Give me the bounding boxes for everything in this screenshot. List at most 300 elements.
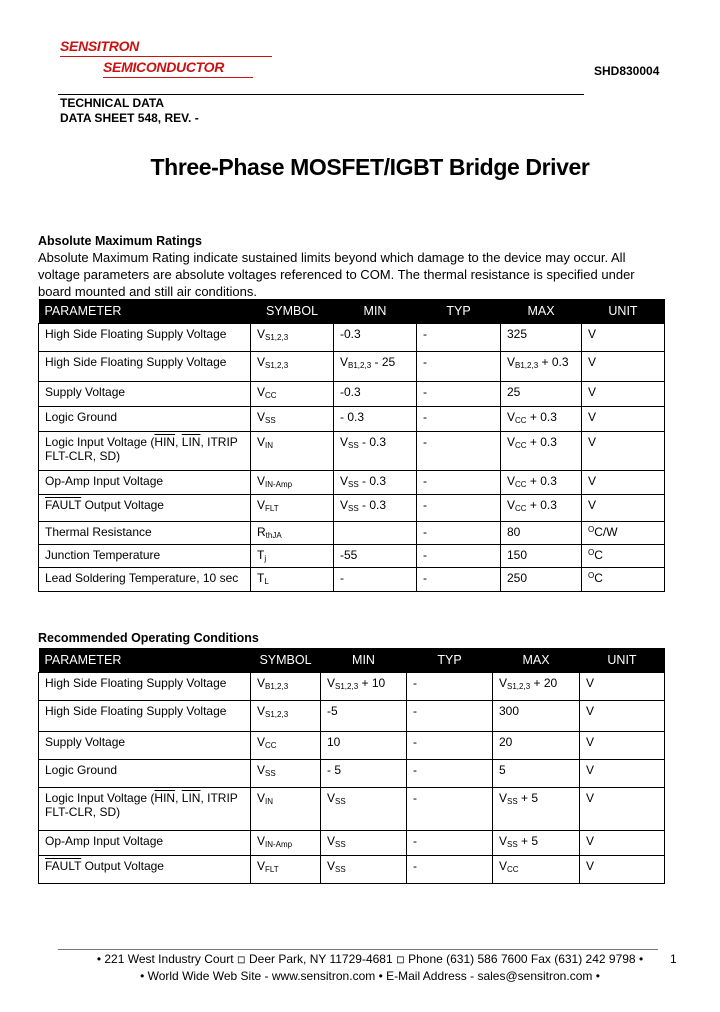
typ-value: - [413,791,417,805]
rec-op-heading: Recommended Operating Conditions [38,631,259,645]
unit-text: V [586,859,595,873]
cell-max [501,495,582,522]
cell-typ [417,522,501,545]
cell-typ [407,856,493,884]
parameter-text: , ITRIP [200,435,238,449]
unit-text: V [588,385,597,399]
cell-unit [582,545,665,568]
column-header: UNIT [580,648,665,673]
abs-max-description: Absolute Maximum Rating indicate sustained limits beyond which damage to the device may occur. All voltage parameters are absolute voltages referenced to COM. The thermal resistance is specified under board mounted and still air conditions. [38,250,635,299]
max-subscript: CC [507,865,519,874]
symbol-subscript: thJA [265,531,282,540]
typ-value: - [423,525,427,539]
unit-text: V [588,498,597,512]
cell-max [501,324,582,352]
cell-unit [580,831,665,856]
typ-value: - [413,704,417,718]
table-row [39,545,665,568]
cell-min [334,522,417,545]
cell-max [501,352,582,382]
symbol-text: V [257,735,266,749]
unit-text: V [586,791,595,805]
parameter-text: High Side Floating Supply Voltage [45,355,227,369]
technical-data-block [60,96,199,126]
cell-symbol [251,545,334,568]
cell-symbol [251,856,321,884]
cell-parameter [39,831,251,856]
symbol-subscript: IN-Amp [265,480,293,489]
cell-max [501,382,582,407]
typ-value: - [413,763,417,777]
unit-text: V [586,763,595,777]
unit-text: V [586,834,595,848]
symbol-subscript: S1,2,3 [265,710,289,719]
cell-typ [407,831,493,856]
typ-value: - [413,735,417,749]
table-row [39,352,665,382]
parameter-overline: $\overline{HIN}$ [154,435,176,449]
max-value: V [507,355,516,369]
max-value: V [507,410,516,424]
min-value: V [340,355,349,369]
table-header-row [39,648,665,673]
cell-max [501,407,582,432]
typ-value: - [423,498,427,512]
symbol-text: V [257,327,266,341]
max-value: 325 [507,327,528,341]
cell-max [501,432,582,471]
parameter-overline: $\overline{LIN}$ [181,791,201,805]
cell-min [321,760,407,788]
cell-typ [417,382,501,407]
column-header: SYMBOL [251,648,321,673]
symbol-text: V [257,763,266,777]
column-header: PARAMETER [39,648,251,673]
symbol-text: V [257,834,266,848]
parameter-overline: $\overline{LIN}$ [181,435,201,449]
min-subscript: SS [348,480,359,489]
cell-parameter [39,856,251,884]
max-subscript: CC [515,480,527,489]
rec-op-table [38,648,665,884]
max-value: + 0.3 [526,410,557,424]
symbol-text: V [257,676,266,690]
unit-text: C [594,548,603,562]
cell-min [321,701,407,732]
table-row [39,732,665,760]
cell-typ [417,352,501,382]
parameter-text: Supply Voltage [45,735,126,749]
max-value: + 0.3 [526,474,557,488]
parameter-text: Logic Ground [45,763,118,777]
cell-parameter [39,673,251,701]
symbol-text: V [257,704,266,718]
max-value: + 0.3 [538,355,569,369]
symbol-text: V [257,859,266,873]
cell-max [501,568,582,592]
symbol-text: V [257,355,266,369]
table-row [39,673,665,701]
table-header-row [39,299,665,324]
unit-degree: O [588,548,595,557]
parameter-text: High Side Floating Supply Voltage [45,704,227,718]
cell-max [501,471,582,495]
max-value: 25 [507,385,521,399]
typ-value: - [423,355,427,369]
max-subscript: B1,2,3 [515,361,539,370]
min-value: + 10 [358,676,386,690]
symbol-text: T [257,548,265,562]
symbol-subscript: L [264,577,269,586]
cell-min [334,545,417,568]
unit-text: V [588,327,597,341]
parameter-text: Output Voltage [81,498,164,512]
unit-text: V [588,435,597,449]
min-value: - 0.3 [358,435,387,449]
cell-unit [582,407,665,432]
cell-symbol [251,382,334,407]
unit-text: C/W [594,525,618,539]
abs-max-heading: Absolute Maximum Ratings [38,234,202,248]
cell-typ [417,495,501,522]
cell-parameter [39,352,251,382]
page-number: 1 [670,952,677,966]
cell-max [493,701,580,732]
cell-unit [582,352,665,382]
tech-line-2: DATA SHEET 548, REV. - [60,111,199,125]
parameter-text: , [175,791,182,805]
max-value: V [499,834,508,848]
column-header: MIN [321,648,407,673]
cell-max [493,760,580,788]
symbol-subscript: CC [265,741,277,750]
max-value: + 20 [530,676,558,690]
cell-symbol [251,701,321,732]
cell-min [334,432,417,471]
symbol-text: V [257,410,266,424]
table-row [39,831,665,856]
max-value: + 0.3 [526,498,557,512]
cell-symbol [251,831,321,856]
cell-symbol [251,407,334,432]
min-value: - 5 [327,763,342,777]
column-header: PARAMETER [39,299,251,324]
cell-typ [417,471,501,495]
parameter-text: FLT-CLR, SD) [45,449,121,463]
max-value: V [507,435,516,449]
cell-unit [582,382,665,407]
parameter-overline: FAULT [45,498,82,512]
footer-web-email: • World Wide Web Site - www.sensitron.com • E-Mail Address - sales@sensitron.com • [140,969,600,983]
company-logo-line1: SENSITRON [60,38,139,54]
document-number: SHD830004 [594,64,660,78]
cell-symbol [251,471,334,495]
typ-value: - [423,327,427,341]
cell-min [334,471,417,495]
min-value: V [327,834,336,848]
cell-unit [582,324,665,352]
symbol-subscript: FLT [265,865,279,874]
min-value: -0.3 [340,385,361,399]
cell-unit [580,760,665,788]
cell-symbol [251,324,334,352]
min-subscript: B1,2,3 [348,361,372,370]
max-value: 250 [507,571,528,585]
cell-typ [417,568,501,592]
typ-value: - [423,385,427,399]
max-subscript: CC [515,416,527,425]
symbol-subscript: S1,2,3 [265,361,289,370]
parameter-text: Output Voltage [81,859,164,873]
parameter-text: Logic Input Voltage ( [45,791,155,805]
max-value: V [499,676,508,690]
cell-parameter [39,471,251,495]
unit-text: C [594,571,603,585]
min-value: V [340,474,349,488]
symbol-text: V [257,385,266,399]
cell-typ [407,760,493,788]
unit-text: V [586,704,595,718]
parameter-text: Logic Input Voltage ( [45,435,155,449]
min-value: -0.3 [340,327,361,341]
cell-max [493,831,580,856]
cell-typ [407,701,493,732]
table-row [39,324,665,352]
max-value: 150 [507,548,528,562]
min-value: V [340,435,349,449]
cell-parameter [39,432,251,471]
cell-unit [582,568,665,592]
cell-min [334,495,417,522]
typ-value: - [423,410,427,424]
table-row [39,760,665,788]
symbol-subscript: B1,2,3 [265,682,289,691]
cell-max [493,732,580,760]
company-logo-line2: SEMICONDUCTOR [103,59,225,75]
symbol-subscript: IN [265,797,274,806]
parameter-overline: $\overline{HIN}$ [154,791,176,805]
cell-symbol [251,673,321,701]
parameter-text: FLT-CLR, SD) [45,805,121,819]
cell-min [334,352,417,382]
cell-min [334,407,417,432]
cell-symbol [251,522,334,545]
cell-symbol [251,352,334,382]
parameter-text: Op-Amp Input Voltage [45,834,164,848]
min-subscript: SS [335,840,346,849]
min-subscript: SS [348,504,359,513]
parameter-text: Op-Amp Input Voltage [45,474,164,488]
cell-parameter [39,407,251,432]
max-subscript: S1,2,3 [507,682,531,691]
column-header: MIN [334,299,417,324]
unit-degree: O [588,571,595,580]
symbol-subscript: CC [265,391,277,400]
cell-typ [417,324,501,352]
typ-value: - [423,571,427,585]
parameter-text: , ITRIP [200,791,238,805]
max-value: 300 [499,704,520,718]
max-value: 80 [507,525,521,539]
cell-min [321,788,407,831]
table-row [39,432,665,471]
max-value: V [499,859,508,873]
cell-symbol [251,760,321,788]
unit-degree: O [588,525,595,534]
cell-symbol [251,432,334,471]
cell-max [501,522,582,545]
typ-value: - [423,474,427,488]
min-value: V [327,676,336,690]
cell-unit [582,471,665,495]
cell-max [501,545,582,568]
column-header: UNIT [582,299,665,324]
typ-value: - [423,435,427,449]
cell-parameter [39,732,251,760]
cell-unit [580,701,665,732]
unit-text: V [588,355,597,369]
min-value: - 25 [371,355,396,369]
parameter-text: Supply Voltage [45,385,126,399]
typ-value: - [423,548,427,562]
symbol-subscript: FLT [265,504,279,513]
min-value: - 0.3 [358,474,387,488]
min-value: - [340,571,344,585]
cell-min [334,382,417,407]
cell-typ [417,407,501,432]
max-value: V [499,791,508,805]
symbol-text: V [257,435,266,449]
typ-value: - [413,834,417,848]
cell-typ [407,788,493,831]
cell-symbol [251,732,321,760]
symbol-text: V [257,474,266,488]
cell-unit [582,522,665,545]
min-value: -5 [327,704,338,718]
table-row [39,788,665,831]
column-header: SYMBOL [251,299,334,324]
unit-text: V [586,735,595,749]
cell-max [493,856,580,884]
parameter-text: Junction Temperature [45,548,161,562]
parameter-text: Logic Ground [45,410,118,424]
symbol-text: V [257,791,266,805]
min-value: - 0.3 [340,410,365,424]
symbol-subscript: IN-Amp [265,840,293,849]
symbol-subscript: j [264,554,267,563]
page-title: Three-Phase MOSFET/IGBT Bridge Driver [150,154,590,180]
logo-underline-2 [103,77,253,78]
cell-unit [582,432,665,471]
cell-symbol [251,568,334,592]
column-header: TYP [417,299,501,324]
min-value: V [340,498,349,512]
parameter-text: High Side Floating Supply Voltage [45,676,227,690]
cell-unit [580,788,665,831]
cell-min [321,673,407,701]
cell-min [321,831,407,856]
logo-underline [60,56,272,57]
cell-unit [580,673,665,701]
cell-symbol [251,495,334,522]
min-subscript: SS [335,865,346,874]
column-header: MAX [493,648,580,673]
typ-value: - [413,859,417,873]
min-value: -55 [340,548,358,562]
cell-typ [407,732,493,760]
cell-parameter [39,495,251,522]
cell-unit [580,856,665,884]
cell-parameter [39,545,251,568]
cell-max [493,788,580,831]
min-value: V [327,791,336,805]
symbol-subscript: SS [265,769,276,778]
footer-divider [58,949,658,950]
min-subscript: SS [335,797,346,806]
cell-max [493,673,580,701]
symbol-text: V [257,498,266,512]
table-row [39,522,665,545]
max-subscript: SS [507,840,518,849]
max-value: + 5 [517,791,539,805]
max-value: 20 [499,735,513,749]
unit-text: V [588,410,597,424]
cell-symbol [251,788,321,831]
parameter-overline: FAULT [45,859,82,873]
cell-parameter [39,522,251,545]
typ-value: - [413,676,417,690]
symbol-subscript: S1,2,3 [265,333,289,342]
max-value: + 0.3 [526,435,557,449]
max-subscript: CC [515,441,527,450]
min-subscript: SS [348,441,359,450]
cell-min [334,568,417,592]
max-subscript: SS [507,797,518,806]
table-row [39,407,665,432]
table-row [39,568,665,592]
min-subscript: S1,2,3 [335,682,359,691]
parameter-text: High Side Floating Supply Voltage [45,327,227,341]
header-divider [58,94,584,95]
cell-parameter [39,568,251,592]
cell-typ [417,432,501,471]
max-value: V [507,474,516,488]
cell-typ [417,545,501,568]
cell-parameter [39,324,251,352]
max-value: 5 [499,763,506,777]
column-header: TYP [407,648,493,673]
column-header: MAX [501,299,582,324]
max-value: + 5 [517,834,539,848]
parameter-text: Lead Soldering Temperature, 10 sec [45,571,239,585]
table-row [39,856,665,884]
symbol-text: T [257,571,265,585]
cell-min [321,856,407,884]
max-subscript: CC [515,504,527,513]
cell-parameter [39,788,251,831]
unit-text: V [588,474,597,488]
symbol-subscript: SS [265,416,276,425]
unit-text: V [586,676,595,690]
symbol-subscript: IN [265,441,274,450]
min-value: V [327,859,336,873]
table-row [39,495,665,522]
cell-min [321,732,407,760]
table-row [39,701,665,732]
cell-unit [580,732,665,760]
symbol-text: R [257,525,266,539]
cell-parameter [39,382,251,407]
